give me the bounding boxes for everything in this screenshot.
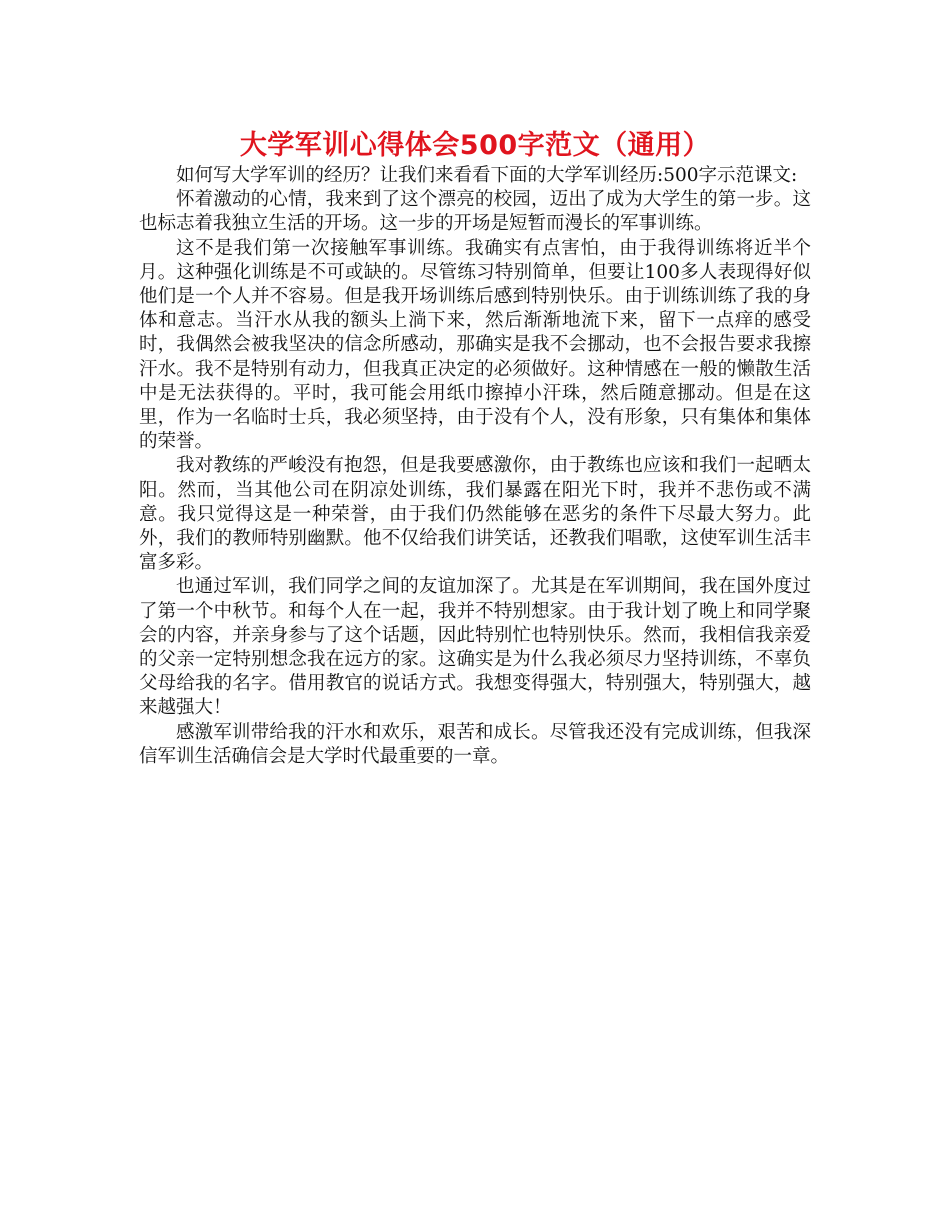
document-content [139,128,811,769]
document-title: 大学军训心得体会500字范文（通用） [239,130,711,161]
paragraph-4: 也通过军训，我们同学之间的友谊加深了。尤其是在军训期间，我在国外度过了第一个中秋节。和每个人在一起，我并不特别想家。由于我计划了晚上和同学聚会的内容，并亲身参与了这个话题，因此特别忙也特别快乐。然而，我相信我亲爱的父亲一定特别想念我在远方的家。这确实是为什么我必须尽力坚持训练，不辜负父母给我的名字。借用教官的说话方式。我想变得强大，特别强大，特别强大，越来越强大！ [139,576,811,719]
paragraph-2: 这不是我们第一次接触军事训练。我确实有点害怕，由于我得训练将近半个月。这种强化训练是不可或缺的。尽管练习特别简单，但要让100多人表现得好似他们是一个人并不容易。但是我开场训练后感到特别快乐。由于训练训练了我的身体和意志。当汗水从我的额头上淌下来，然后渐渐地流下来，留下一点痒的感受时，我偶然会被我坚决的信念所感动，那确实是我不会挪动，也不会报告要求我擦汗水。我不是特别有动力，但我真正决定的必须做好。这种情感在一般的懒散生活中是无法获得的。平时，我可能会用纸巾擦掉小汗珠，然后随意挪动。但是在这里，作为一名临时士兵，我必须坚持，由于没有个人，没有形象，只有集体和集体的荣誉。 [139,237,811,453]
paragraph-3: 我对教练的严峻没有抱怨，但是我要感激你，由于教练也应该和我们一起晒太阳。然而，当其他公司在阴凉处训练，我们暴露在阳光下时，我并不悲伤或不满意。我只觉得这是一种荣誉，由于我们仍然能够在恶劣的条件下尽最大努力。此外，我们的教师特别幽默。他不仅给我们讲笑话，还教我们唱歌，这使军训生活丰富多彩。 [139,455,811,574]
document-body [139,164,811,769]
paragraph-intro: 如何写大学军训的经历？让我们来看看下面的大学军训经历:500字示范课文: [176,165,798,186]
paragraph-5: 感激军训带给我的汗水和欢乐，艰苦和成长。尽管我还没有完成训练，但我深信军训生活确信会是大学时代最重要的一章。 [139,721,811,767]
paragraph-1: 怀着激动的心情，我来到了这个漂亮的校园，迈出了成为大学生的第一步。这也标志着我独立生活的开场。这一步的开场是短暂而漫长的军事训练。 [139,189,811,235]
